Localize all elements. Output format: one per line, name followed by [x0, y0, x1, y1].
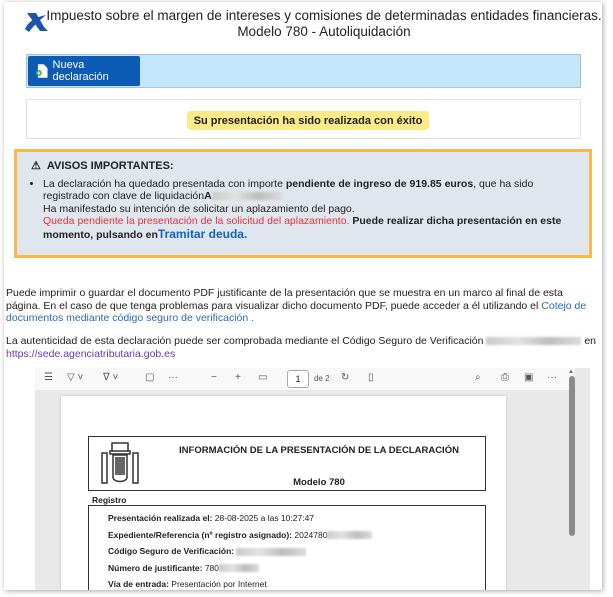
registro-row: Vía de entrada: Presentación por Internet	[108, 579, 267, 589]
csv-paragraph: La autenticidad de esta declaración puede ser comprobada mediante el Código Seguro de Verificación en https://sede.agenciatributaria.gob.es	[6, 335, 597, 360]
tramitar-deuda-link[interactable]: Tramitar deuda.	[157, 226, 248, 241]
more-tools-icon[interactable]: ···	[168, 372, 178, 383]
contents-icon[interactable]: ☰	[44, 372, 53, 383]
success-badge: Su presentación ha sido realizada con éxito	[187, 111, 429, 130]
redacted-value	[212, 192, 282, 200]
page-title: Impuesto sobre el margen de intereses y comisiones de determinadas entidades financieras. Modelo 780 - Autoliquidación	[46, 8, 602, 39]
warning-icon: ⚠	[31, 160, 41, 172]
zoom-in-icon[interactable]: +	[235, 372, 241, 383]
doc-header: INFORMACIÓN DE LA PRESENTACIÓN DE LA DECLARACIÓN Modelo 780	[88, 436, 486, 491]
zoom-out-icon[interactable]: −	[211, 372, 217, 383]
more-options-icon[interactable]: ···	[547, 372, 557, 383]
fit-page-icon[interactable]: ▭	[258, 372, 268, 383]
new-document-icon	[36, 64, 48, 78]
pdf-viewer	[35, 368, 590, 590]
registro-row: Presentación realizada el: 28-08-2025 a las 10:27:47	[108, 513, 315, 523]
scroll-up-icon[interactable]: ▲	[568, 369, 574, 375]
text-icon[interactable]: ▢	[145, 372, 155, 383]
search-icon[interactable]: ⌕	[475, 372, 481, 383]
cotejo-link[interactable]: Cotejo de documentos mediante código seguro de verificación	[6, 299, 587, 324]
coat-of-arms-icon	[99, 441, 141, 488]
registro-row: Número de justificante: 780	[108, 560, 485, 577]
new-declaration-button[interactable]: Nueva declaración	[28, 56, 140, 86]
pdf-scrollbar[interactable]	[569, 376, 575, 536]
print-icon[interactable]: ⎙	[501, 372, 509, 383]
draw-icon[interactable]: ∇ ˅	[103, 372, 119, 383]
registro-box	[88, 505, 486, 590]
notice-item: • La declaración ha quedado presentada con importe pendiente de ingreso de 919.85 euros, que ha sido registrado con clave de liquidaciónA Ha manifestado su intención de solicitar un aplazamiento del pago. Queda pendiente la presentación de la solicitud del aplazamiento. Puede realizar dicha presentación en este momento, pulsando enTramitar deuda.	[43, 178, 579, 242]
pdf-page: INFORMACIÓN DE LA PRESENTACIÓN DE LA DECLARACIÓN Modelo 780 Registro Presentación realizada el: 28-08-2025 a las 10:27:47 Expediente/Referencia (nº registro asignado): 2024780 Código Seguro de Verificación: Número de justificante: 780 Vía de entrada: Presentación por Internet	[61, 396, 506, 590]
registro-row: Expediente/Referencia (nº registro asignado): 2024780	[108, 527, 485, 544]
page-number-input[interactable]: 1	[287, 370, 309, 388]
sede-link[interactable]: https://sede.agenciatributaria.gob.es	[6, 347, 176, 360]
highlight-icon[interactable]: ▽ ˅	[67, 372, 84, 383]
registro-row: Código Seguro de Verificación:	[108, 543, 485, 560]
page-count: de 2	[314, 374, 330, 383]
save-icon[interactable]: ▣	[524, 372, 534, 383]
pdf-info-paragraph: Puede imprimir o guardar el documento PDF justificante de la presentación que se muestra en un marco al final de esta página. En el caso de que tenga problemas para visualizar dicho documento PDF, puede acceder a él utilizando el Cotejo de documentos mediante código seguro de verificación .	[6, 287, 587, 324]
success-panel	[26, 99, 581, 139]
redacted-csv	[486, 337, 581, 345]
pdf-toolbar	[35, 368, 575, 390]
page-card	[4, 2, 602, 590]
page-view-icon[interactable]: ▯	[368, 372, 374, 383]
important-notices: ⚠ AVISOS IMPORTANTES: • La declaración ha quedado presentada con importe pendiente de ingreso de 919.85 euros, que ha sido registrado con clave de liquidaciónA Ha manifestado su intención de solicitar un aplazamiento del pago. Queda pendiente la presentación de la solicitud del aplazamiento. Puede realizar dicha presentación en este momento, pulsando enTramitar deuda.	[14, 149, 592, 258]
action-bar	[26, 54, 581, 88]
rotate-icon[interactable]: ↻	[341, 372, 350, 383]
